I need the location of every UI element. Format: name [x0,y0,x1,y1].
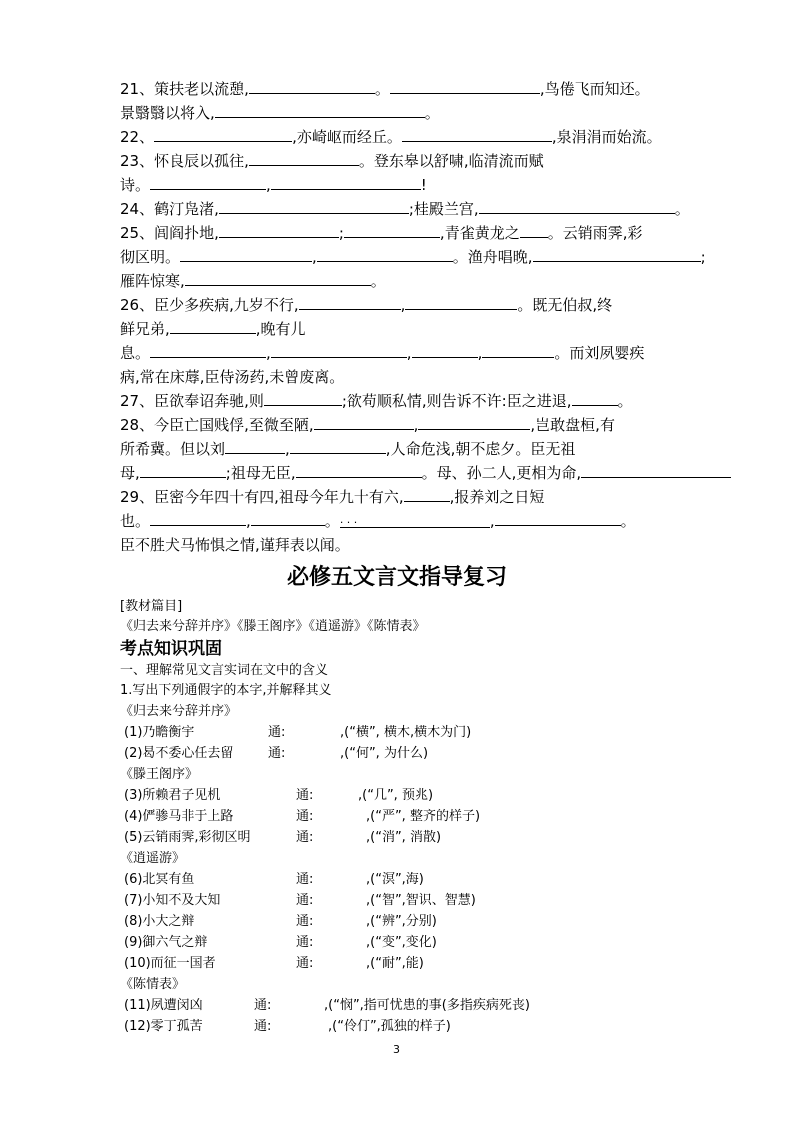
blank [495,510,621,526]
question-27: 27、臣欲奉诏奔驰,则 ;欲苟顺私情,则告诉不许:臣之进退, 。 [120,392,633,410]
blank [344,222,440,238]
tong-label: 通: [268,746,286,761]
blank [219,222,339,238]
group-heading-guiqulai: 《归去来兮辞并序》 [120,704,238,719]
section-title: 必修五文言文指导复习 [286,565,507,590]
item-10-answer: ,(“耐”,能) [366,956,424,971]
tong-label: 通: [296,872,314,887]
item-7: (7)小知不及大知 [124,893,221,908]
blank [180,246,312,262]
tong-label: 通: [296,893,314,908]
item-5: (5)云销雨霁,彩彻区明 [124,830,251,845]
blank [251,510,325,526]
question-25-cont: 彻区明。 , 。渔舟唱晚, ; [120,248,706,266]
item-9-answer: ,(“变”,变化) [366,935,437,950]
blank [271,174,421,190]
blank [296,462,422,478]
blank [405,294,517,310]
tong-label: 通: [296,788,314,803]
tong-label: 通: [296,956,314,971]
page-number: 3 [393,1043,400,1056]
blank [219,198,409,214]
blank [150,342,266,358]
point-1-sub: 1.写出下列通假字的本字,并解释其义 [120,683,332,698]
question-25-cont2: 雁阵惊寒, 。 [120,272,386,290]
question-25: 25、闾阎扑地, ; ,青雀黄龙之 。云销雨霁,彩 [120,224,643,242]
item-12-answer: ,(“伶仃”,孤独的样子) [328,1019,451,1034]
item-7-answer: ,(“智”,智识、智慧) [366,893,476,908]
materials-label: [教材篇目] [120,599,183,614]
question-24: 24、鹤汀凫渚, ;桂殿兰宫, 。 [120,200,690,218]
blank [264,390,342,406]
blank [249,78,375,94]
tong-label: 通: [296,935,314,950]
blank [154,126,292,142]
tong-label: 通: [296,914,314,929]
blank [249,150,359,166]
question-21: 21、策扶老以流憩, 。 ,鸟倦飞而知还。 [120,80,650,98]
item-3: (3)所赖君子见机 [124,788,221,803]
blank [402,126,552,142]
question-26: 26、臣少多疾病,九岁不行, , 。既无伯叔,终 [120,296,613,314]
blank [225,438,285,454]
question-26-cont3: 病,常在床蓐,臣侍汤药,未曾废离。 [120,368,345,386]
item-9: (9)御六气之辩 [124,935,208,950]
blank [314,414,414,430]
group-heading-xiaoyaoyou: 《逍遥游》 [120,851,186,866]
blank [533,246,701,262]
item-6-answer: ,(“溟”,海) [366,872,424,887]
item-8: (8)小大之辩 [124,914,195,929]
question-23-cont: 诗。 , ! [120,176,427,194]
point-1: 一、理解常见文言实词在文中的含义 [120,663,329,678]
item-12: (12)零丁孤苦 [124,1019,203,1034]
group-heading-tengwangge: 《滕王阁序》 [120,767,199,782]
item-10: (10)而征一国者 [124,956,216,971]
blank [404,486,450,502]
tong-label: 通: [254,998,272,1013]
blank [271,342,407,358]
tong-label: 通: [268,725,286,740]
blank [317,246,453,262]
question-26-cont2: 息。 , , , 。而刘夙婴疾 [120,344,645,362]
blank [390,78,540,94]
question-28: 28、今臣亡国贱俘,至微至陋, , ,岂敢盘桓,有 [120,416,615,434]
blank [150,510,246,526]
question-22: 22、 ,亦崎岖而经丘。 ,泉涓涓而始流。 [120,128,662,146]
blank [482,342,554,358]
question-29-cont: 也。 , 。· · · , 。 [120,512,636,530]
item-11-answer: ,(“悯”,指可忧患的事(多指疾病死丧) [324,998,530,1013]
blank [215,102,425,118]
item-2-answer: ,(“何”, 为什么) [340,746,429,761]
materials-list: 《归去来兮辞并序》《滕王阁序》《逍遥游》《陈情表》 [120,619,426,634]
item-5-answer: ,(“消”, 消散) [366,830,442,845]
tong-label: 通: [296,809,314,824]
question-28-cont2: 母, ;祖母无臣, 。母、孙二人,更相为命, [120,462,731,484]
blank [520,222,548,238]
question-28-cont: 所希冀。但以刘 , ,人命危浅,朝不虑夕。臣无祖 [120,440,576,458]
blank [581,462,731,478]
item-6: (6)北冥有鱼 [124,872,195,887]
blank [418,414,530,430]
question-26-cont: 鲜兄弟, ,晚有儿 [120,320,306,338]
blank [412,342,478,358]
blank [299,294,401,310]
item-11: (11)夙遭闵凶 [124,998,203,1013]
knowledge-heading: 考点知识巩固 [120,639,222,659]
item-8-answer: ,(“辨”,分别) [366,914,437,929]
group-heading-chenqingbiao: 《陈情表》 [120,977,186,992]
blank [290,438,386,454]
blank [170,318,256,334]
question-21-cont: 景翳翳以将入, 。 [120,104,440,122]
emphasis-dots-blank: · · · [340,512,490,528]
item-2: (2)曷不委心任去留 [124,746,234,761]
tong-label: 通: [296,830,314,845]
blank [140,462,226,478]
blank [479,198,675,214]
item-3-answer: ,(“几”, 预兆) [358,788,434,803]
blank [572,390,618,406]
item-1-answer: ,(“横”, 横木,横木为门) [340,725,472,740]
question-29-cont2: 臣不胜犬马怖惧之情,谨拜表以闻。 [120,536,350,554]
item-4: (4)俨骖马非于上路 [124,809,234,824]
tong-label: 通: [254,1019,272,1034]
item-1: (1)乃瞻衡宇 [124,725,195,740]
question-29: 29、臣密今年四十有四,祖母今年九十有六, ,报养刘之日短 [120,488,545,506]
item-4-answer: ,(“严”, 整齐的样子) [366,809,481,824]
blank [150,174,266,190]
question-23: 23、怀良辰以孤往, 。登东皋以舒啸,临清流而赋 [120,152,544,170]
blank [185,270,371,286]
